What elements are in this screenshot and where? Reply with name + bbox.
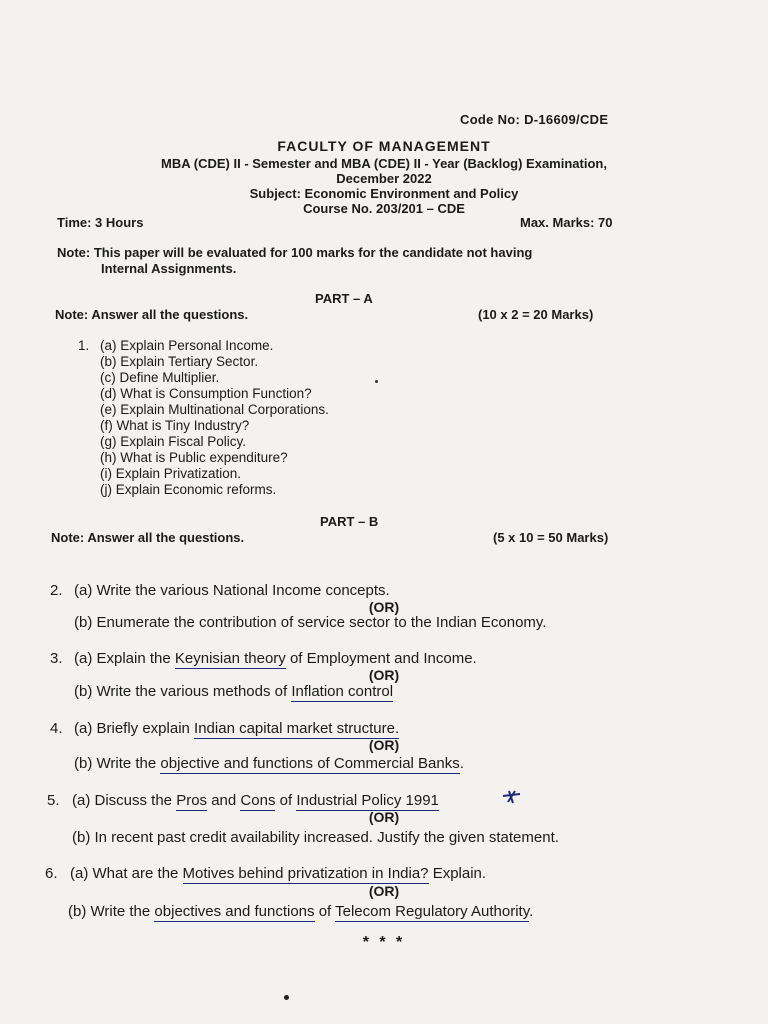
- question-number: 4.: [50, 720, 63, 737]
- list-item: (a) Explain Personal Income.: [100, 338, 274, 353]
- list-item: (f) What is Tiny Industry?: [100, 418, 250, 433]
- question-5a: (a) Discuss the Pros and Cons of Industrial Policy 1991: [72, 792, 439, 809]
- pen-underline: Inflation control: [291, 683, 394, 700]
- question-6a: (a) What are the Motives behind privatization in India? Explain.: [70, 865, 487, 882]
- question-4b: (b) Write the objective and functions of Commercial Banks.: [74, 755, 464, 772]
- note-evaluation: Note: This paper will be evaluated for 100 marks for the candidate not having: [57, 245, 533, 260]
- list-item: (e) Explain Multinational Corporations.: [100, 402, 329, 417]
- pen-underline: Pros: [176, 792, 208, 809]
- question-6b: (b) Write the objectives and functions of Telecom Regulatory Authority.: [68, 903, 534, 920]
- code-number: Code No: D-16609/CDE: [460, 112, 609, 127]
- list-item: (j) Explain Economic reforms.: [100, 482, 277, 497]
- max-marks: Max. Marks: 70: [520, 215, 613, 230]
- question-4a: (a) Briefly explain Indian capital market structure.: [74, 720, 400, 737]
- question-number: 2.: [50, 582, 63, 599]
- faculty-title: FACULTY OF MANAGEMENT: [277, 138, 491, 154]
- pen-asterisk-icon: [500, 788, 524, 808]
- pen-underline: Indian capital market structure.: [194, 720, 400, 737]
- or-separator: (OR): [368, 599, 400, 615]
- pen-underline: Cons: [240, 792, 276, 809]
- part-a-title: PART – A: [315, 291, 373, 306]
- time-allowed: Time: 3 Hours: [57, 215, 144, 230]
- pen-underline: objectives and functions: [154, 903, 315, 920]
- pen-underline: Industrial Policy 1991: [296, 792, 439, 809]
- question-number: 3.: [50, 650, 63, 667]
- list-item: (i) Explain Privatization.: [100, 466, 242, 481]
- or-separator: (OR): [368, 667, 400, 683]
- part-b-note: Note: Answer all the questions.: [51, 530, 245, 545]
- question-5b: (b) In recent past credit availability increased. Justify the given statement.: [72, 829, 559, 846]
- question-number: 1.: [78, 338, 90, 353]
- course-line: Course No. 203/201 – CDE: [303, 201, 465, 216]
- part-b-title: PART – B: [320, 514, 379, 529]
- part-a-list: [100, 338, 329, 498]
- question-3a: (a) Explain the Keynisian theory of Employment and Income.: [74, 650, 477, 667]
- list-item: (h) What is Public expenditure?: [100, 450, 288, 465]
- pen-underline: Keynisian theory: [174, 650, 286, 667]
- pen-underline: objective and functions of Commercial Banks: [160, 755, 460, 772]
- question-2b: (b) Enumerate the contribution of service sector to the Indian Economy.: [74, 614, 547, 631]
- or-separator: (OR): [368, 883, 400, 899]
- part-a-marks: (10 x 2 = 20 Marks): [478, 307, 594, 322]
- end-of-paper-mark: * * *: [362, 934, 406, 951]
- or-separator: (OR): [368, 809, 400, 825]
- list-item: (b) Explain Tertiary Sector.: [100, 354, 259, 369]
- scan-speck: [375, 380, 378, 383]
- part-a-note: Note: Answer all the questions.: [55, 307, 249, 322]
- question-number: 6.: [45, 865, 58, 882]
- question-3b: (b) Write the various methods of Inflation control: [74, 683, 394, 700]
- question-number: 5.: [47, 792, 60, 809]
- exam-title: MBA (CDE) II - Semester and MBA (CDE) II - Year (Backlog) Examination,: [161, 156, 607, 171]
- note-evaluation-cont: Internal Assignments.: [101, 261, 237, 276]
- question-2a: (a) Write the various National Income concepts.: [74, 582, 390, 599]
- exam-date: December 2022: [336, 171, 432, 186]
- pen-underline: Telecom Regulatory Authority: [335, 903, 530, 920]
- list-item: (c) Define Multiplier.: [100, 370, 220, 385]
- scan-speck: [284, 995, 289, 1000]
- list-item: (g) Explain Fiscal Policy.: [100, 434, 247, 449]
- or-separator: (OR): [368, 737, 400, 753]
- pen-underline: Motives behind privatization in India?: [182, 865, 429, 882]
- list-item: (d) What is Consumption Function?: [100, 386, 312, 401]
- subject-line: Subject: Economic Environment and Policy: [249, 186, 519, 201]
- part-b-marks: (5 x 10 = 50 Marks): [493, 530, 609, 545]
